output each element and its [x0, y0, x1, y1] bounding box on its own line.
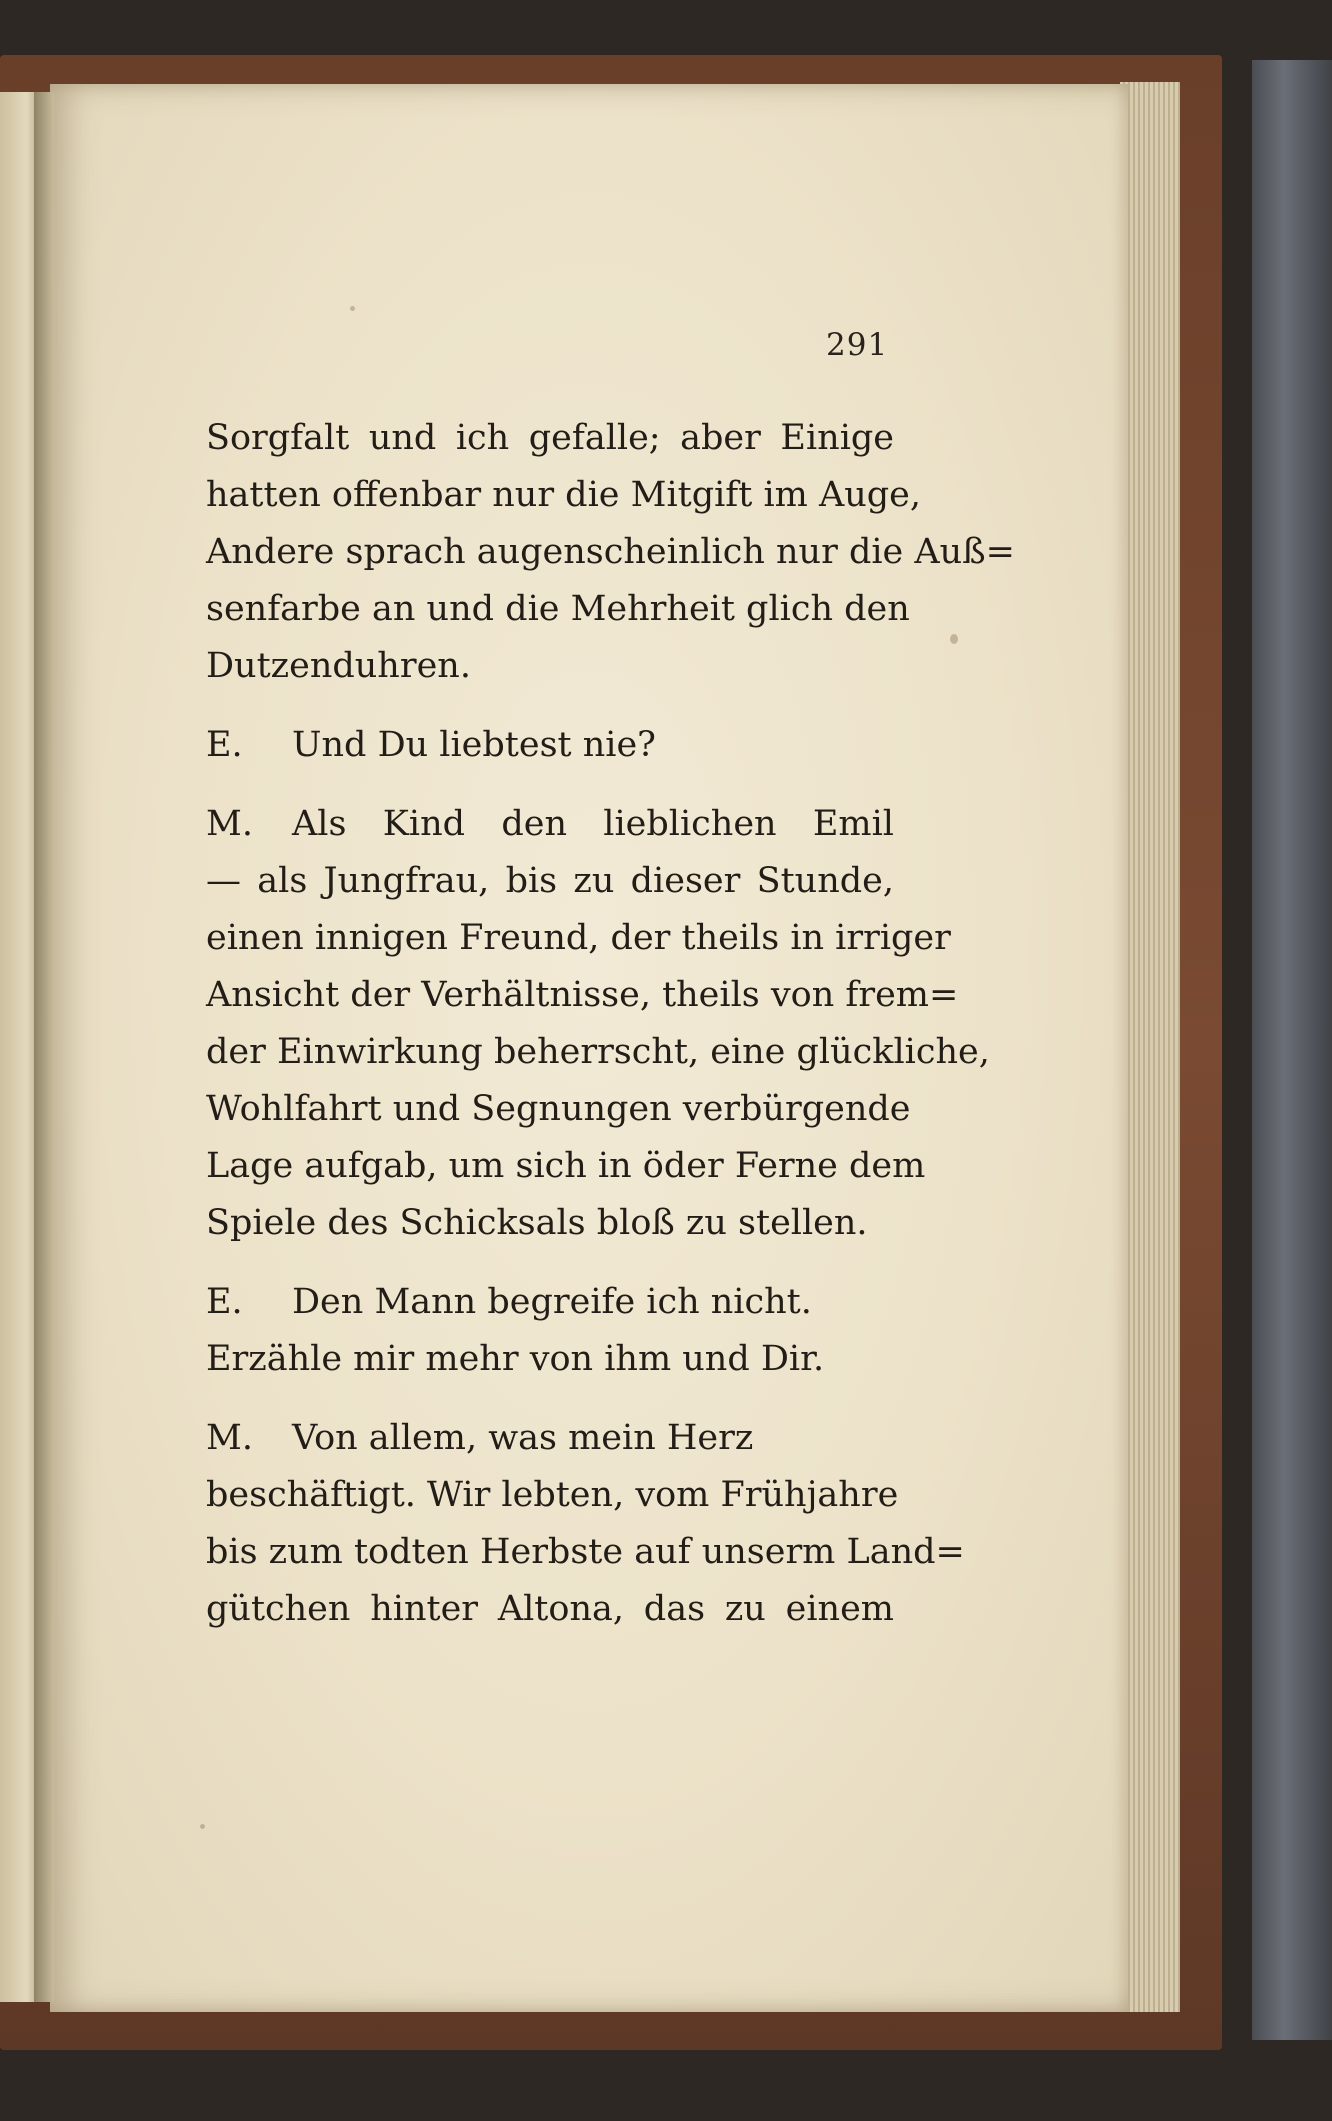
paper-stain	[200, 1824, 205, 1829]
text-line: Den Mann begreife ich nicht.	[292, 1282, 812, 1322]
text-line: der Einwirkung beherrscht, eine glückliche,	[206, 1032, 990, 1072]
text-line: Andere sprach augenscheinlich nur die Auß=	[206, 532, 1015, 572]
paper-stain	[350, 306, 355, 311]
text-line: Lage aufgab, um sich in öder Ferne dem	[206, 1146, 926, 1186]
page-gutter	[34, 92, 54, 2002]
page-text	[206, 410, 1015, 1638]
page-stack-edge	[1120, 82, 1180, 2012]
text-line: gütchen hinter Altona, das zu einem	[206, 1589, 894, 1629]
text-line: Wohlfahrt und Segnungen verbürgende	[206, 1089, 911, 1129]
paper-stain	[950, 634, 958, 644]
text-line: Von allem, was mein Herz	[292, 1418, 754, 1458]
speaker-label: M.	[206, 804, 253, 844]
previous-page-edge	[0, 92, 38, 2002]
text-line: beschäftigt. Wir lebten, vom Frühjahre	[206, 1475, 899, 1515]
dialogue-line	[206, 717, 894, 774]
dialogue-line	[206, 1410, 894, 1467]
speaker-label: M.	[206, 1418, 253, 1458]
text-line: Spiele des Schicksals bloß zu stellen.	[206, 1203, 868, 1243]
dialogue-line	[206, 796, 894, 853]
text-line: einen innigen Freund, der theils in irriger	[206, 918, 951, 958]
text-line: Und Du liebtest nie?	[292, 725, 656, 765]
dialogue-line	[206, 1274, 894, 1331]
text-line: bis zum todten Herbste auf unserm Land=	[206, 1532, 965, 1572]
text-line: Als Kind den lieblichen Emil	[292, 804, 894, 844]
speaker-label: E.	[206, 725, 243, 765]
text-line: hatten offenbar nur die Mitgift im Auge,	[206, 475, 922, 515]
text-line: Erzähle mir mehr von ihm und Dir.	[206, 1339, 825, 1379]
book-cover-edge	[1252, 60, 1332, 2040]
page-number: 291	[826, 327, 889, 363]
text-line: Dutzenduhren.	[206, 646, 471, 686]
text-line: Ansicht der Verhältnisse, theils von frem=	[206, 975, 959, 1015]
text-line: senfarbe an und die Mehrheit glich den	[206, 589, 910, 629]
speaker-label: E.	[206, 1282, 243, 1322]
text-line: — als Jungfrau, bis zu dieser Stunde,	[206, 861, 894, 901]
text-line: Sorgfalt und ich gefalle; aber Einige	[206, 418, 894, 458]
